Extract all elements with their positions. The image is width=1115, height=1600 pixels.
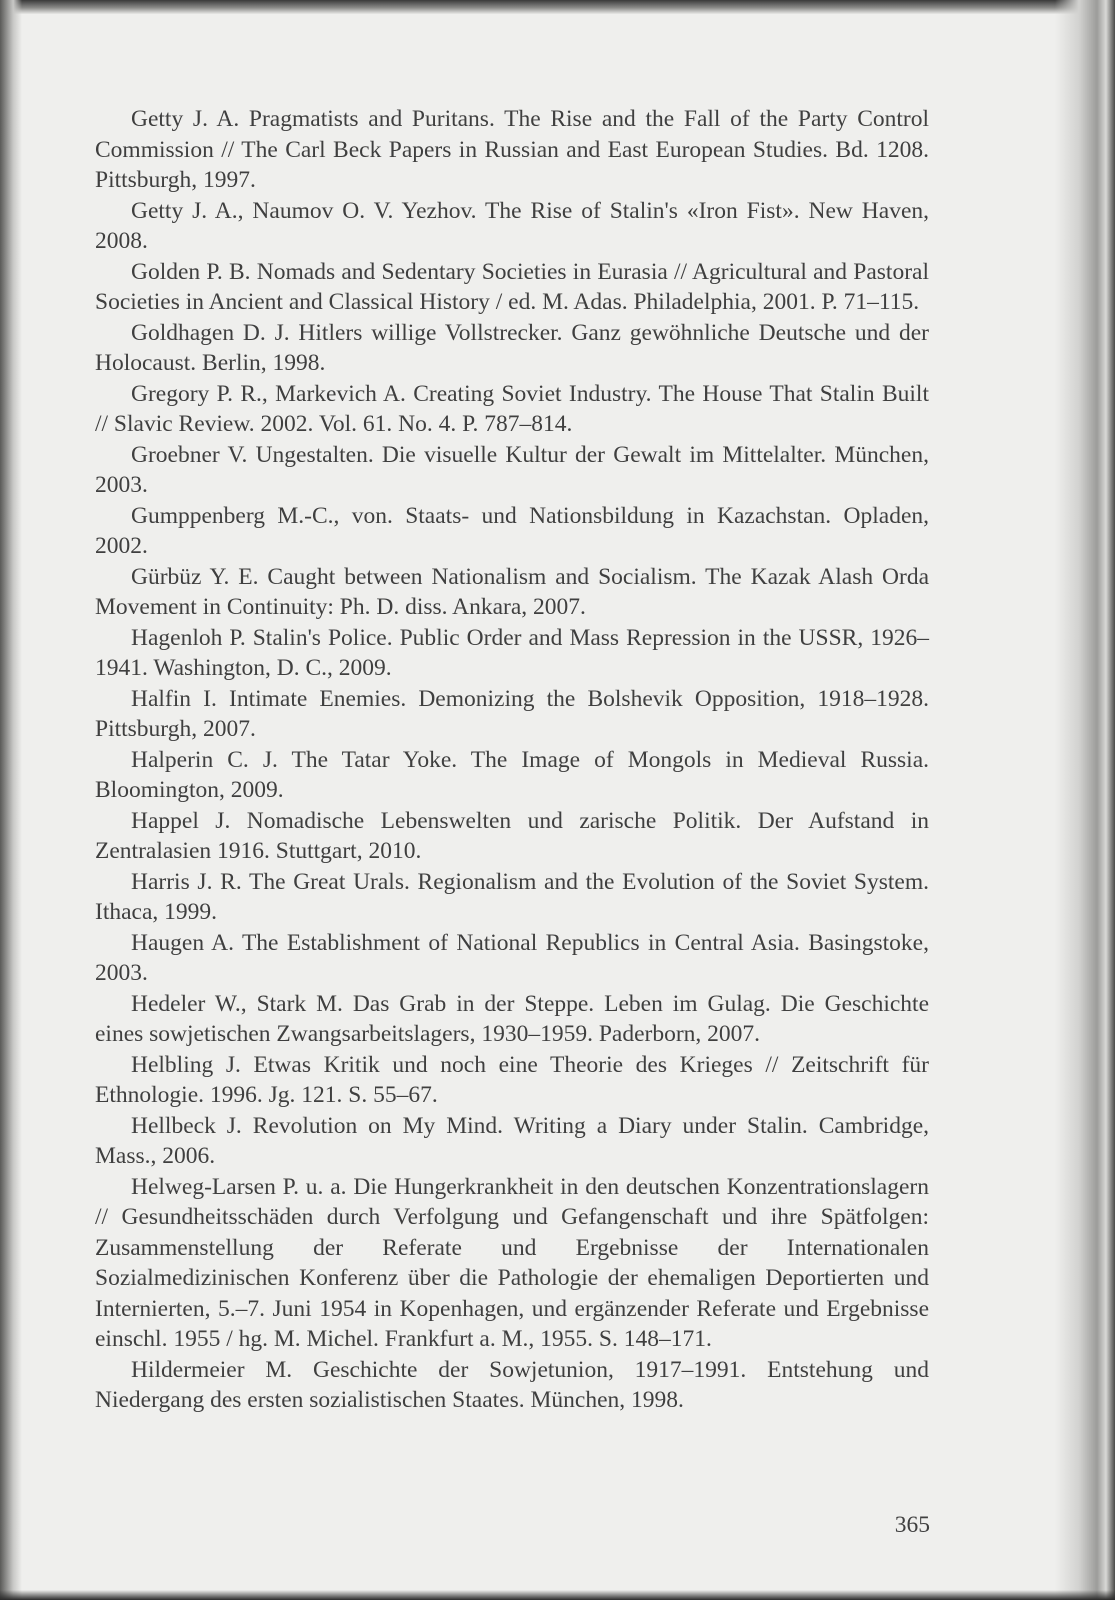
bibliography-list [95, 104, 929, 1416]
bibliography-entry: Getty J. A. Pragmatists and Puritans. The Rise and the Fall of the Party Control Commission // The Carl Beck Papers in Russian and East European Studies. Bd. 1208. Pittsburgh, 1997. [95, 106, 929, 193]
bibliography-entry: Gregory P. R., Markevich A. Creating Soviet Industry. The House That Stalin Built // Slavic Review. 2002. Vol. 61. No. 4. P. 787–814. [95, 380, 929, 437]
bibliography-entry: Halperin C. J. The Tatar Yoke. The Image of Mongols in Medieval Russia. Bloomington, 2009. [95, 746, 929, 803]
page-number: 365 [894, 1512, 930, 1538]
bibliography-entry: Hedeler W., Stark M. Das Grab in der Steppe. Leben im Gulag. Die Geschichte eines sowjetischen Zwangsarbeitslagers, 1930–1959. Paderborn, 2007. [95, 990, 929, 1047]
bibliography-entry: Goldhagen D. J. Hitlers willige Vollstrecker. Ganz gewöhnliche Deutsche und der Holocaust. Berlin, 1998. [95, 319, 929, 376]
bibliography-entry: Halfin I. Intimate Enemies. Demonizing the Bolshevik Opposition, 1918–1928. Pittsburgh, 2007. [95, 685, 929, 742]
bibliography-entry: Gürbüz Y. E. Caught between Nationalism and Socialism. The Kazak Alash Orda Movement in Continuity: Ph. D. diss. Ankara, 2007. [95, 563, 929, 620]
page-bottom-shadow [0, 1590, 1115, 1600]
bibliography-entry: Helweg-Larsen P. u. a. Die Hungerkrankheit in den deutschen Konzentrationslagern // Gesundheitsschäden durch Verfolgung und Gefangenschaft und ihre Spätfolgen: Zusammenstellung der Referate und Ergebnisse der Internationalen Sozialmedizinischen Konferenz über die Pathologie der ehemaligen Deportierten und Internierten, 5.–7. Juni 1954 in Kopenhagen, und ergänzender Referate und Ergebnisse einschl. 1955 / hg. M. Michel. Frankfurt a. M., 1955. S. 148–171. [95, 1173, 929, 1352]
bibliography-entry: Harris J. R. The Great Urals. Regionalism and the Evolution of the Soviet System. Ithaca, 1999. [95, 868, 929, 925]
bibliography-entry: Gumppenberg M.-C., von. Staats- und Nationsbildung in Kazachstan. Opladen, 2002. [95, 502, 929, 559]
page-top-shadow [0, 0, 1115, 14]
bibliography-entry: Hellbeck J. Revolution on My Mind. Writing a Diary under Stalin. Cambridge, Mass., 2006. [95, 1112, 929, 1169]
bibliography-entry: Helbling J. Etwas Kritik und noch eine Theorie des Krieges // Zeitschrift für Ethnologie. 1996. Jg. 121. S. 55–67. [95, 1051, 929, 1108]
bibliography-entry: Golden P. B. Nomads and Sedentary Societies in Eurasia // Agricultural and Pastoral Societies in Ancient and Classical History / ed. M. Adas. Philadelphia, 2001. P. 71–115. [95, 258, 929, 315]
bibliography-entry: Hildermeier M. Geschichte der Sowjetunion, 1917–1991. Entstehung und Niedergang des ersten sozialistischen Staates. München, 1998. [95, 1356, 929, 1413]
bibliography-entry: Groebner V. Ungestalten. Die visuelle Kultur der Gewalt im Mittelalter. München, 2003. [95, 441, 929, 498]
bibliography-entry: Happel J. Nomadische Lebenswelten und zarische Politik. Der Aufstand in Zentralasien 1916. Stuttgart, 2010. [95, 807, 929, 864]
bibliography-entry: Hagenloh P. Stalin's Police. Public Order and Mass Repression in the USSR, 1926–1941. Washington, D. C., 2009. [95, 624, 929, 681]
bibliography-entry: Getty J. A., Naumov O. V. Yezhov. The Rise of Stalin's «Iron Fist». New Haven, 2008. [95, 197, 929, 254]
page-left-shadow [0, 0, 22, 1600]
bibliography-entry: Haugen A. The Establishment of National Republics in Central Asia. Basingstoke, 2003. [95, 929, 929, 986]
page-right-edge [1055, 0, 1115, 1600]
